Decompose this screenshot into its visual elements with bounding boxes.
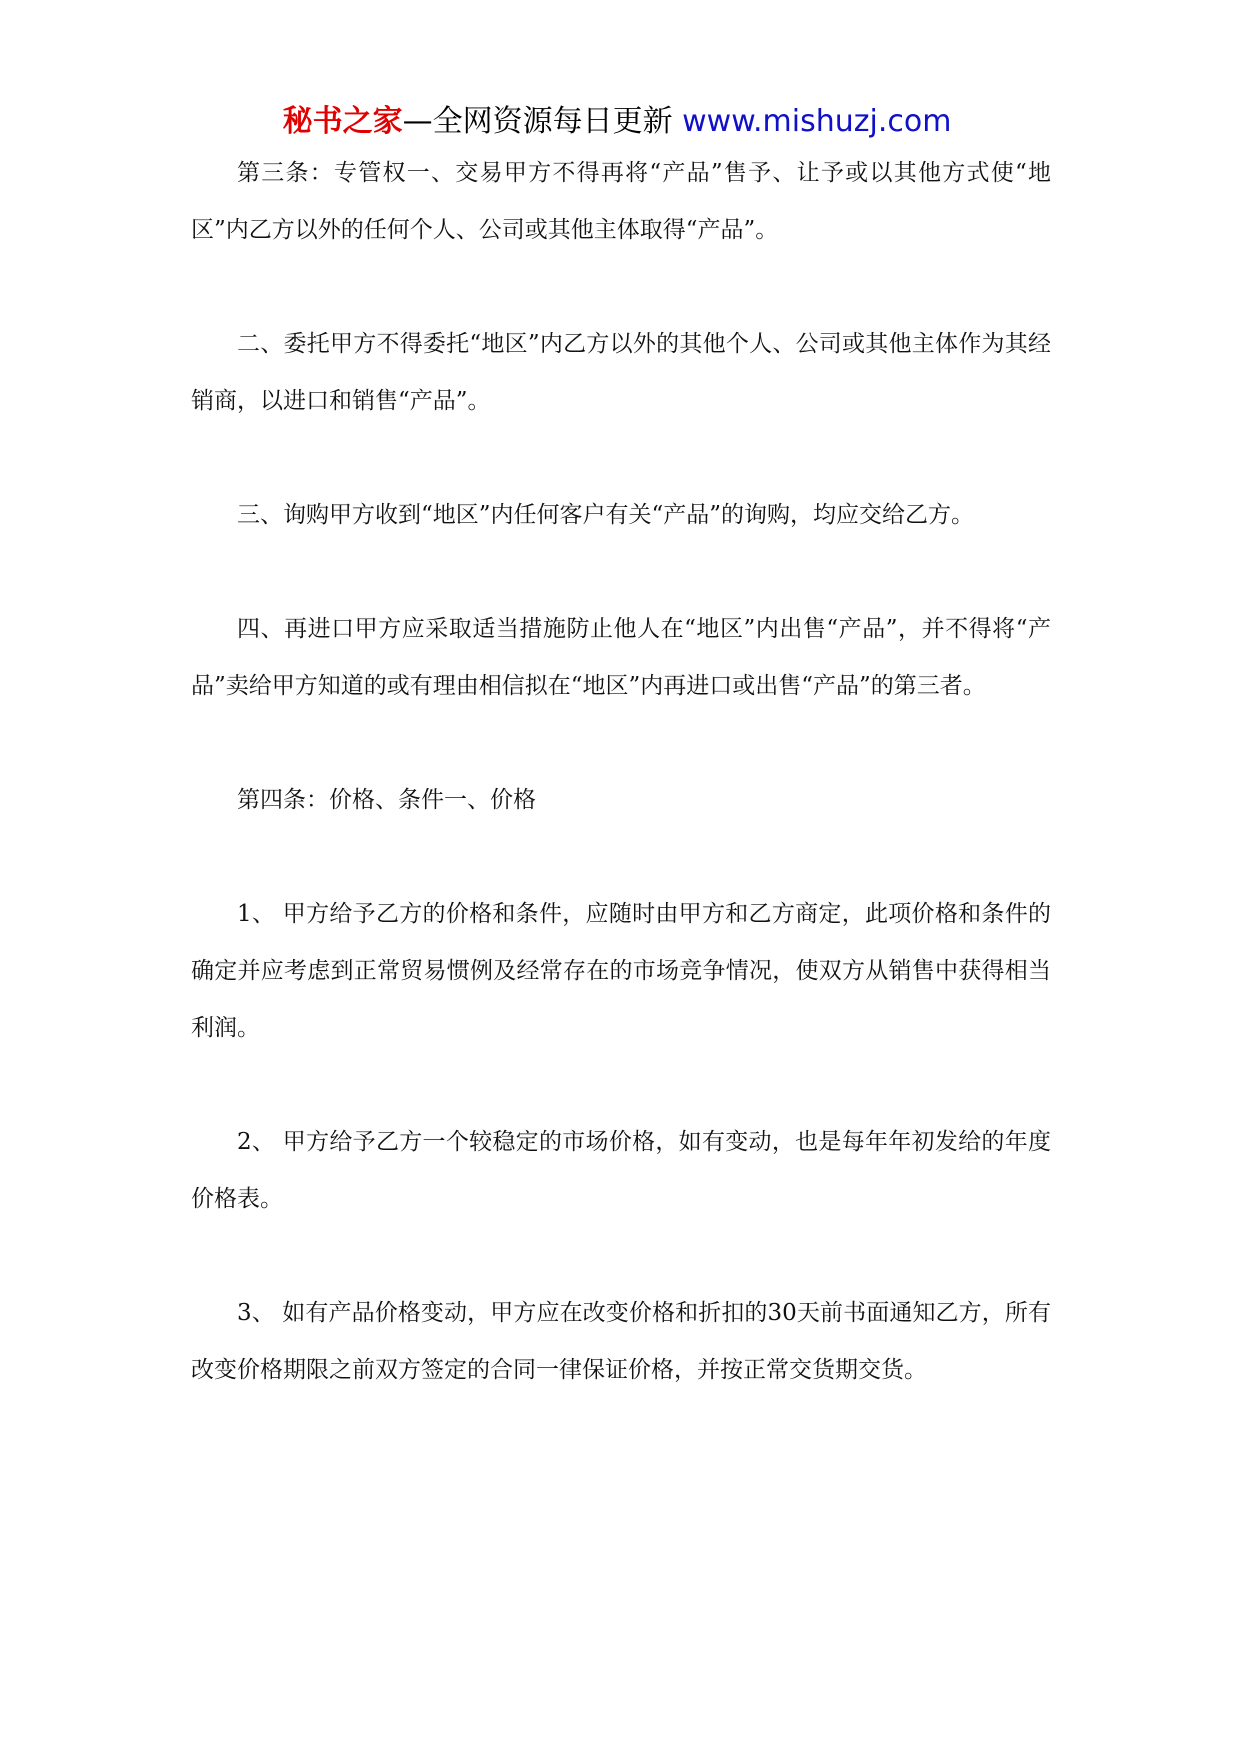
document-body bbox=[191, 145, 1051, 1399]
paragraph-price-3: 3、 如有产品价格变动，甲方应在改变价格和折扣的30天前书面通知乙方，所有改变价格期限之前双方签定的合同一律保证价格，并按正常交货期交货。 bbox=[191, 1300, 1051, 1383]
paragraph-article-3: 第三条：专管权一、交易甲方不得再将“产品”售予、让予或以其他方式使“地区”内乙方以外的任何个人、公司或其他主体取得“产品”。 bbox=[191, 160, 1051, 243]
brand-name: 秘书之家 bbox=[282, 104, 403, 139]
header-slogan: —全网资源每日更新 bbox=[402, 104, 673, 139]
paragraph-inquiry: 三、询购甲方收到“地区”内任何客户有关“产品”的询购，均应交给乙方。 bbox=[237, 502, 975, 528]
paragraph-price-2: 2、 甲方给予乙方一个较稳定的市场价格，如有变动，也是每年年初发给的年度价格表。 bbox=[191, 1129, 1051, 1212]
site-url: www.mishuzj.com bbox=[682, 104, 952, 139]
paragraph-entrust: 二、委托甲方不得委托“地区”内乙方以外的其他个人、公司或其他主体作为其经销商，以进口和销售“产品”。 bbox=[191, 331, 1051, 414]
watermark-header bbox=[0, 102, 1234, 142]
paragraph-price-1: 1、 甲方给予乙方的价格和条件，应随时由甲方和乙方商定，此项价格和条件的确定并应考虑到正常贸易惯例及经常存在的市场竞争情况，使双方从销售中获得相当利润。 bbox=[191, 901, 1051, 1041]
paragraph-reimport: 四、再进口甲方应采取适当措施防止他人在“地区”内出售“产品”，并不得将“产品”卖给甲方知道的或有理由相信拟在“地区”内再进口或出售“产品”的第三者。 bbox=[191, 616, 1051, 699]
paragraph-article-4: 第四条：价格、条件一、价格 bbox=[237, 787, 536, 813]
